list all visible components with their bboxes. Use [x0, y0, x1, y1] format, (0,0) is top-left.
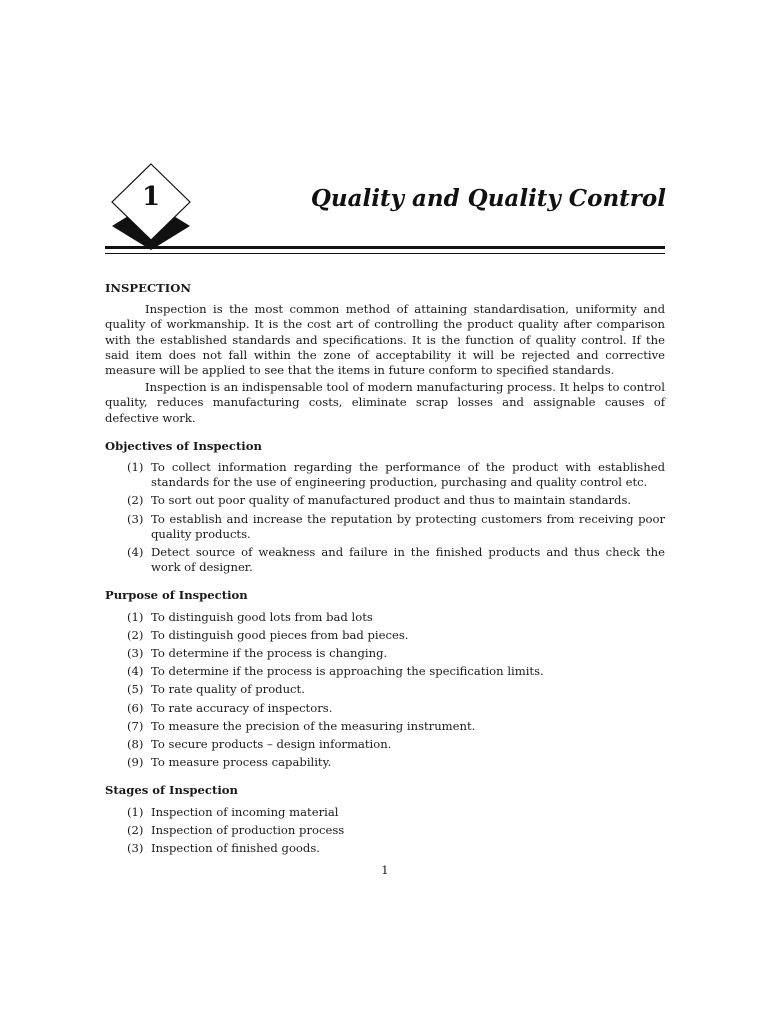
purpose-list — [105, 610, 665, 771]
list-item-text: Detect source of weakness and failure in the finished products and thus check the work of designer. — [151, 545, 665, 575]
list-item-number: (4) — [127, 664, 144, 679]
list-item-text: To distinguish good pieces from bad pieces. — [151, 627, 409, 642]
list-item — [105, 805, 665, 820]
header-rule-thin — [105, 253, 665, 254]
list-item-text: To measure the precision of the measuring instrument. — [151, 718, 476, 733]
list-item — [105, 823, 665, 838]
list-item-text: To rate accuracy of inspectors. — [151, 700, 333, 715]
list-item-number: (2) — [127, 493, 144, 508]
list-item-text: Inspection of finished goods. — [151, 841, 320, 856]
list-item — [105, 545, 665, 575]
list-item-number: (3) — [127, 841, 144, 856]
list-item-number: (7) — [127, 718, 144, 733]
list-item-text: To measure process capability. — [151, 755, 332, 770]
header-rule-thick — [105, 246, 665, 249]
list-item-text: Inspection of production process — [151, 822, 345, 837]
list-item-number: (3) — [127, 511, 144, 526]
list-item-number: (2) — [127, 627, 144, 642]
list-item — [105, 646, 665, 661]
section-heading-inspection: INSPECTION — [105, 281, 191, 295]
list-item-number: (4) — [127, 545, 144, 560]
list-item-number: (9) — [127, 755, 144, 770]
list-item — [105, 719, 665, 734]
section-heading-purpose: Purpose of Inspection — [105, 588, 248, 603]
paragraph: Inspection is the most common method of attaining standardisation, uniformity and quality of workmanship. It is the cost art of controlling the product quality after comparison with the established standards and specifications. It is the function of quality control. If the said item does not fall within the zone of acceptability it will be rejected and corrective measure will be applied to see that the items in future conform to specified standards. — [105, 302, 665, 378]
list-item — [105, 460, 665, 490]
list-item — [105, 610, 665, 625]
section-heading-stages: Stages of Inspection — [105, 783, 238, 798]
list-item-number: (2) — [127, 822, 144, 837]
list-item-number: (1) — [127, 609, 144, 624]
list-item-text: To determine if the process is changing. — [151, 646, 388, 661]
section-heading-objectives: Objectives of Inspection — [105, 438, 262, 453]
list-item — [105, 493, 665, 508]
list-item — [105, 737, 665, 752]
page-number: 1 — [381, 863, 389, 877]
stages-list — [105, 805, 665, 857]
list-item-text: To distinguish good lots from bad lots — [151, 609, 373, 624]
list-item — [105, 841, 665, 856]
chapter-number: 1 — [141, 182, 161, 212]
page-content — [105, 281, 665, 859]
list-item-number: (3) — [127, 646, 144, 661]
paragraph: Inspection is an indispensable tool of modern manufacturing process. It helps to control quality, reduces manufacturing costs, eliminate scrap losses and assignable causes of defective work. — [105, 380, 665, 425]
list-item — [105, 628, 665, 643]
list-item — [105, 664, 665, 679]
list-item — [105, 701, 665, 716]
list-item-text: To collect information regarding the performance of the product with established standards for the use of engineering production, purchasing and quality control etc. — [151, 460, 665, 490]
list-item-number: (5) — [127, 682, 144, 697]
list-item-number: (1) — [127, 804, 144, 819]
list-item-text: To rate quality of product. — [151, 682, 305, 697]
list-item-text: Inspection of incoming material — [151, 804, 339, 819]
list-item — [105, 755, 665, 770]
objectives-list — [105, 460, 665, 575]
list-item-number: (6) — [127, 700, 144, 715]
chapter-title: Quality and Quality Control — [310, 185, 666, 212]
list-item — [105, 512, 665, 542]
list-item-text: To sort out poor quality of manufactured product and thus to maintain standards. — [151, 493, 632, 508]
list-item-number: (1) — [127, 460, 144, 475]
list-item-text: To determine if the process is approaching the specification limits. — [151, 664, 544, 679]
list-item — [105, 682, 665, 697]
list-item-text: To establish and increase the reputation by protecting customers from receiving poor quality products. — [151, 511, 665, 541]
list-item-number: (8) — [127, 737, 144, 752]
list-item-text: To secure products – design information. — [151, 737, 392, 752]
